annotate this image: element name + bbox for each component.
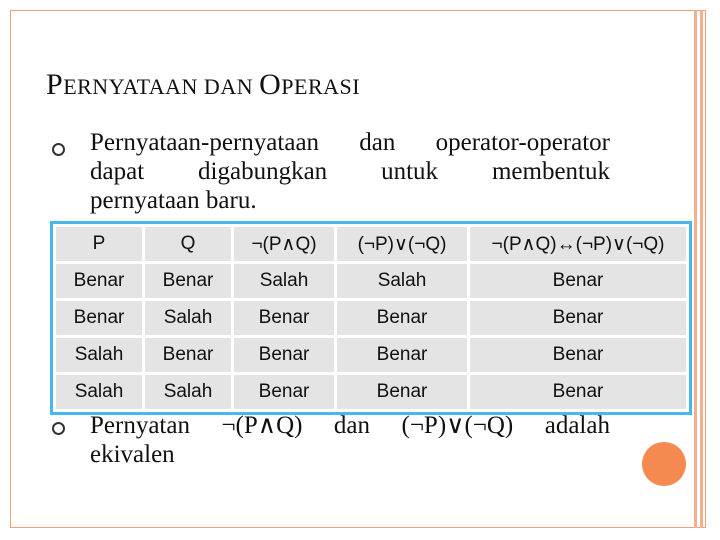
table-cell: Benar — [469, 300, 688, 337]
header-p: P — [55, 226, 144, 263]
decorative-circle — [642, 442, 686, 486]
paragraph-1-line-1: Pernyataan-pernyataan dan operator-operator — [90, 129, 610, 156]
paragraph-2-line-2: ekivalen — [90, 441, 175, 468]
paragraph-2-line-1: Pernyatan ¬(P∧Q) dan (¬P)∨(¬Q) adalah — [90, 412, 610, 439]
table-row — [55, 374, 688, 411]
table-cell: Benar — [469, 263, 688, 300]
table-cell: Benar — [233, 300, 336, 337]
table-row — [55, 300, 688, 337]
paragraph-1-line-2: dapat digabungkan untuk membentuk — [90, 158, 610, 185]
table-cell: Salah — [233, 263, 336, 300]
header-not-p-or-not-q: (¬P)∨(¬Q) — [336, 226, 469, 263]
table-cell: Benar — [469, 374, 688, 411]
table-cell: Benar — [469, 337, 688, 374]
header-not-p-and-q: ¬(P∧Q) — [233, 226, 336, 263]
table-cell: Benar — [336, 337, 469, 374]
table-cell: Benar — [233, 337, 336, 374]
paragraph-1-line-3: pernyataan baru. — [90, 187, 257, 214]
table-cell: Benar — [144, 337, 233, 374]
table-cell: Salah — [55, 374, 144, 411]
slide-title: PERNYATAAN DAN OPERASI — [46, 68, 361, 101]
frame-bar-right — [700, 10, 703, 528]
truth-table — [53, 224, 689, 412]
paragraph-2 — [90, 411, 610, 469]
table-cell: Salah — [55, 337, 144, 374]
table-cell: Salah — [336, 263, 469, 300]
bullet-icon — [52, 422, 65, 435]
paragraph-1 — [90, 128, 610, 215]
table-row — [55, 263, 688, 300]
table-row — [55, 337, 688, 374]
table-header-row — [55, 226, 688, 263]
header-biconditional: ¬(P∧Q)↔(¬P)∨(¬Q) — [469, 226, 688, 263]
table-cell: Salah — [144, 300, 233, 337]
table-cell: Salah — [144, 374, 233, 411]
table-cell: Benar — [55, 263, 144, 300]
table-cell: Benar — [233, 374, 336, 411]
bullet-icon — [52, 143, 65, 156]
table-cell: Benar — [144, 263, 233, 300]
table-cell: Benar — [55, 300, 144, 337]
table-cell: Benar — [336, 374, 469, 411]
header-q: Q — [144, 226, 233, 263]
table-cell: Benar — [336, 300, 469, 337]
frame-bar-left — [694, 10, 697, 528]
